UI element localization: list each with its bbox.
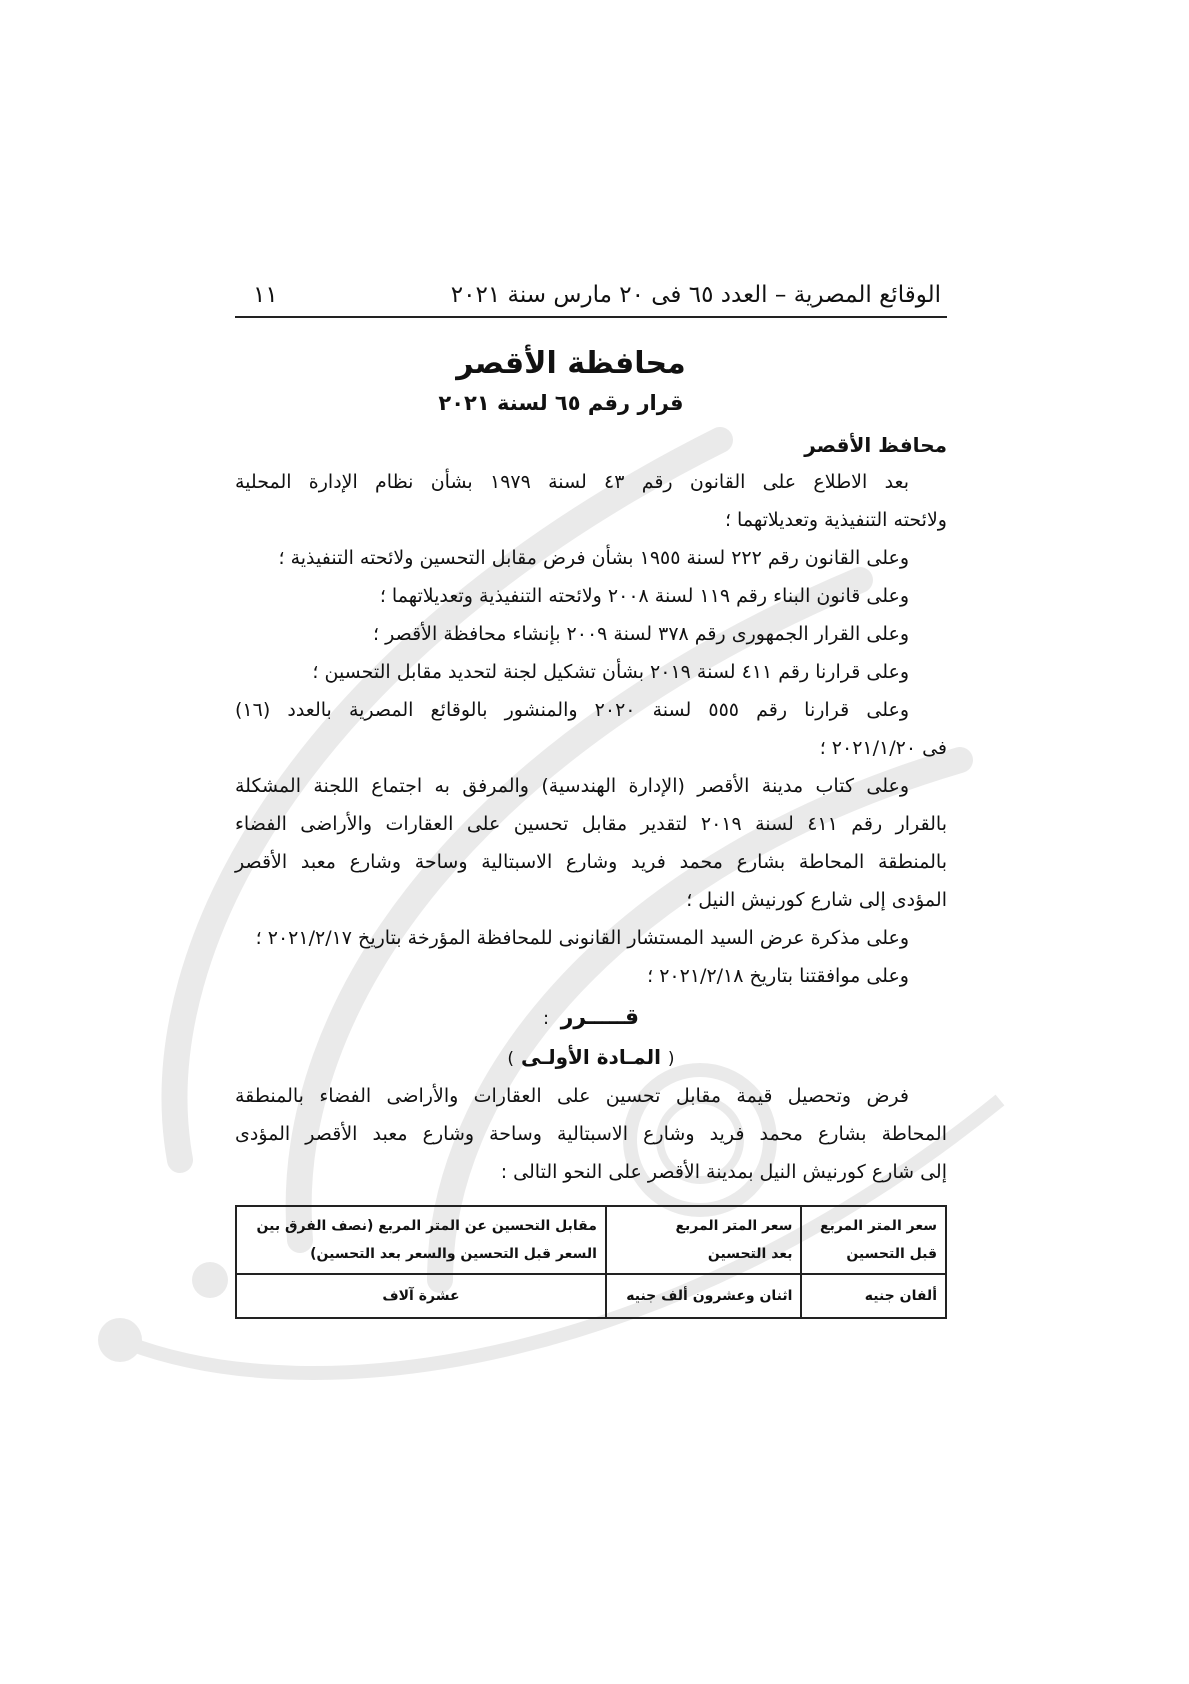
article-body bbox=[235, 1077, 947, 1191]
header-text: مقابل التحسين عن المتر المربع (نصف الفرق بين bbox=[256, 1218, 597, 1234]
preamble-line: وعلى قرارنا رقم ٥٥٥ لسنة ٢٠٢٠ والمنشور بالوقائع المصرية بالعدد (١٦) bbox=[235, 699, 910, 721]
article-paren-close: ) bbox=[507, 1049, 515, 1069]
article-line: فرض وتحصيل قيمة مقابل تحسين على العقارات والأراضى الفضاء بالمنطقة bbox=[235, 1085, 909, 1107]
cell-improvement-fee bbox=[236, 1274, 606, 1318]
preamble-line: بالقرار رقم ٤١١ لسنة ٢٠١٩ لتقدير مقابل تحسين على العقارات والأراضى الفضاء bbox=[235, 813, 947, 835]
article-heading bbox=[235, 1037, 947, 1077]
page-header bbox=[235, 260, 947, 318]
article-line: المحاطة بشارع محمد فريد وشارع الاسبتالية وساحة وشارع معبد الأقصر المؤدى bbox=[235, 1123, 947, 1145]
table-header-row bbox=[236, 1206, 946, 1274]
decision-colon: : bbox=[542, 1008, 550, 1029]
preamble-line: وعلى قانون البناء رقم ١١٩ لسنة ٢٠٠٨ ولائحته التنفيذية وتعديلاتهما ؛ bbox=[379, 585, 909, 607]
header-text: السعر قبل التحسين والسعر بعد التحسين) bbox=[310, 1246, 597, 1262]
preamble-line: وعلى كتاب مدينة الأقصر (الإدارة الهندسية) والمرفق به اجتماع اللجنة المشكلة bbox=[235, 775, 909, 797]
preamble-line: وعلى موافقتنا بتاريخ ٢٠٢١/٢/١٨ ؛ bbox=[647, 965, 909, 987]
governor-heading: محافظ الأقصر bbox=[804, 433, 947, 457]
header-text: قبل التحسين bbox=[846, 1246, 937, 1262]
preamble-line: وعلى مذكرة عرض السيد المستشار القانونى للمحافظة المؤرخة بتاريخ ٢٠٢١/٢/١٧ ؛ bbox=[255, 927, 909, 949]
gazette-page bbox=[235, 260, 947, 1319]
article-title: المـادة الأولـى bbox=[521, 1045, 661, 1069]
decision-word: قـــــرر bbox=[560, 1005, 640, 1030]
header-text: بعد التحسين bbox=[707, 1246, 793, 1262]
cell-price-after: اثنان وعشرون ألف جنيه bbox=[606, 1274, 802, 1318]
article-paren-open: ( bbox=[667, 1049, 675, 1069]
preamble-line: المؤدى إلى شارع كورنيش النيل ؛ bbox=[686, 889, 947, 911]
preamble-line: فى ٢٠٢١/١/٢٠ ؛ bbox=[819, 737, 947, 759]
decree-number: قرار رقم ٦٥ لسنة ٢٠٢١ bbox=[438, 391, 684, 415]
page-number: ١١ bbox=[253, 282, 278, 308]
document-title: محافظة الأقصر bbox=[456, 346, 686, 381]
cell-price-before: ألفان جنيه bbox=[801, 1274, 946, 1318]
preamble-line: ولائحته التنفيذية وتعديلاتهما ؛ bbox=[724, 509, 947, 531]
preamble-line: بعد الاطلاع على القانون رقم ٤٣ لسنة ١٩٧٩ بشأن نظام الإدارة المحلية bbox=[235, 471, 909, 493]
improvement-fee-table bbox=[235, 1205, 947, 1319]
header-price-before bbox=[801, 1206, 946, 1274]
preamble-line: وعلى القانون رقم ٢٢٢ لسنة ١٩٥٥ بشأن فرض مقابل التحسين ولائحته التنفيذية ؛ bbox=[278, 547, 909, 569]
header-text: سعر المتر المربع bbox=[675, 1218, 793, 1234]
header-improvement-fee bbox=[236, 1206, 606, 1274]
header-text: سعر المتر المربع bbox=[820, 1218, 937, 1234]
preamble-line: وعلى القرار الجمهورى رقم ٣٧٨ لسنة ٢٠٠٩ بإنشاء محافظة الأقصر ؛ bbox=[373, 623, 909, 645]
preamble-line: بالمنطقة المحاطة بشارع محمد فريد وشارع الاسبتالية وساحة وشارع معبد الأقصر bbox=[235, 851, 947, 873]
preamble bbox=[235, 463, 947, 995]
publication-line: الوقائع المصرية – العدد ٦٥ فى ٢٠ مارس سنة ٢٠٢١ bbox=[450, 282, 941, 308]
preamble-line: وعلى قرارنا رقم ٤١١ لسنة ٢٠١٩ بشأن تشكيل لجنة لتحديد مقابل التحسين ؛ bbox=[312, 661, 909, 683]
header-price-after bbox=[606, 1206, 802, 1274]
fee-value: عشرة آلاف bbox=[382, 1288, 460, 1304]
decision-heading bbox=[235, 999, 947, 1037]
article-line: إلى شارع كورنيش النيل بمدينة الأقصر على النحو التالى : bbox=[500, 1161, 947, 1183]
table-row bbox=[236, 1274, 946, 1318]
